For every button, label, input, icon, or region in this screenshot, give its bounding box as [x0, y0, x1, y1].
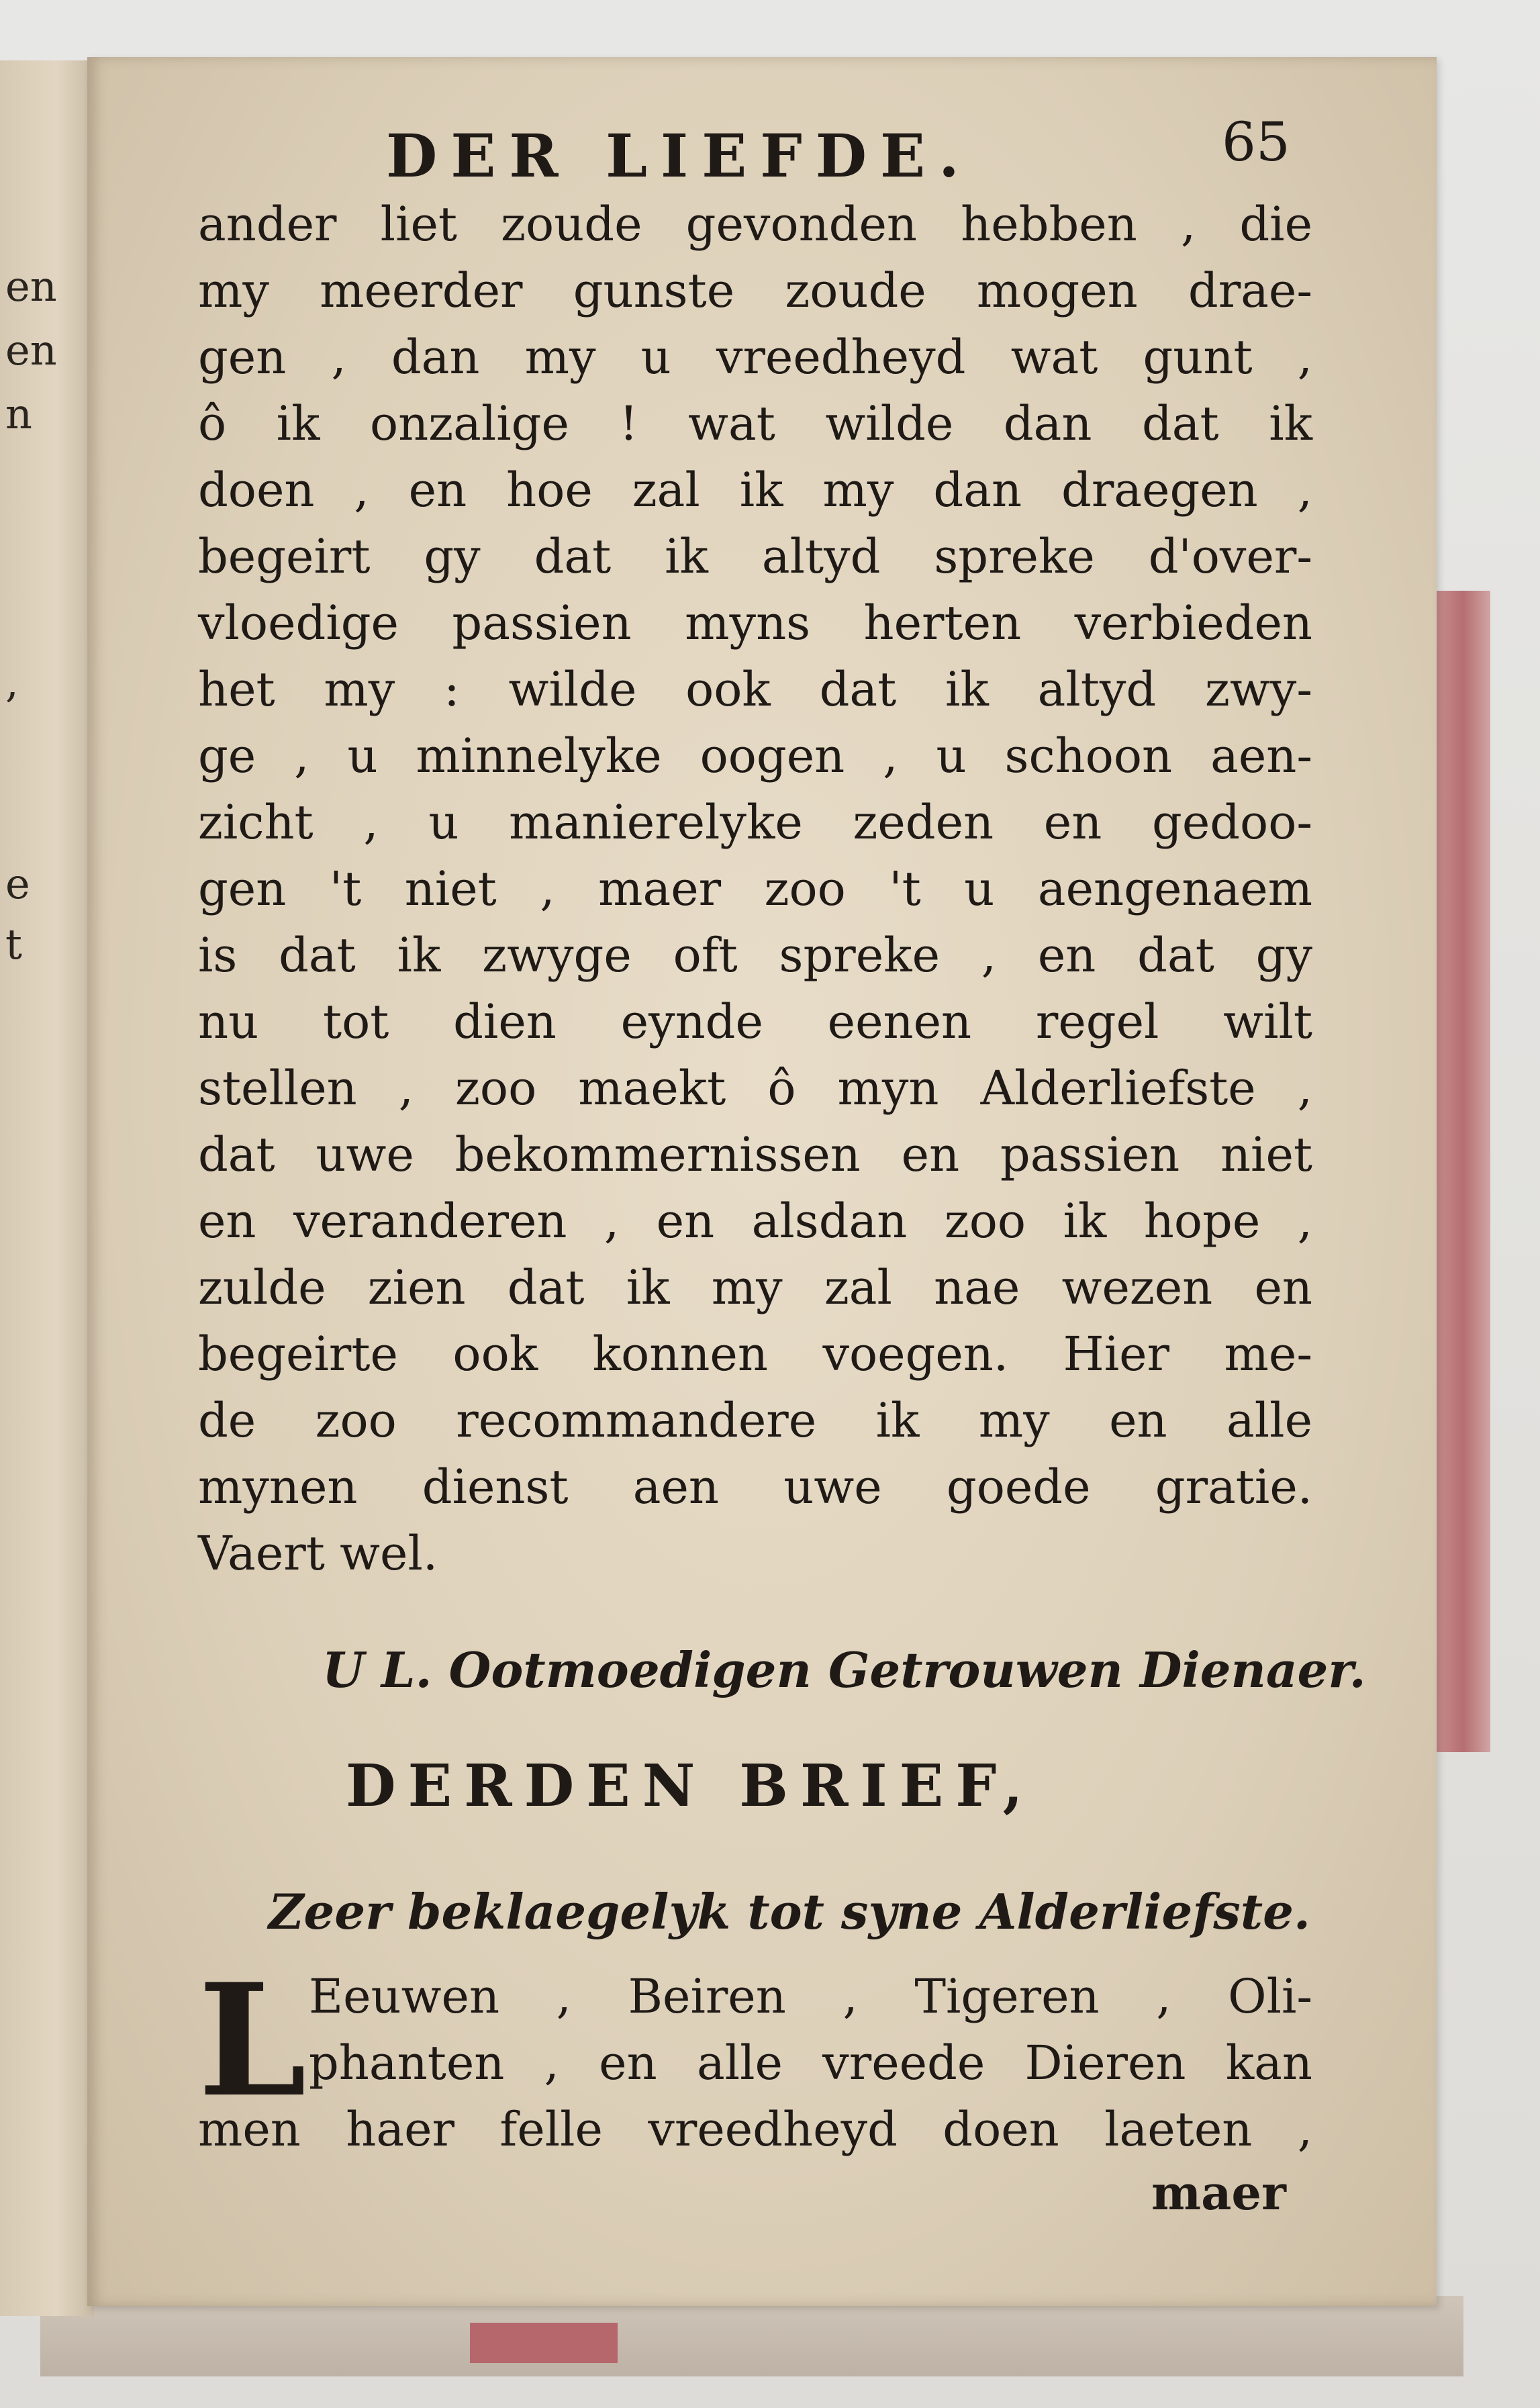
text-line: men haer felle vreedheyd doen laeten , [198, 2102, 1312, 2157]
text-line: Eeuwen , Beiren , Tigeren , Oli- [309, 1969, 1312, 2024]
text-line: doen , en hoe zal ik my dan draegen , [198, 463, 1312, 518]
text-line: Vaert wel. [198, 1526, 438, 1581]
book-edge [1437, 591, 1490, 1752]
letter-signature: U L. Ootmoedigen Getrouwen Dienaer. [322, 1641, 1366, 1698]
book-page [87, 57, 1437, 2306]
text-line: nu tot dien eynde eenen regel wilt [198, 994, 1312, 1049]
text-line: phanten , en alle vreede Dieren kan [309, 2035, 1312, 2090]
text-line: vloedige passien myns herten verbieden [198, 595, 1312, 651]
book-bottom-edge [40, 2296, 1463, 2376]
left-page-fragment: en [5, 262, 57, 311]
text-line: gen 't niet , maer zoo 't u aengenaem [198, 861, 1312, 916]
book-bottom-red-edge [470, 2323, 618, 2363]
catchword: maer [1151, 2165, 1286, 2221]
left-page-fragment: en [5, 326, 57, 375]
text-line: is dat ik zwyge oft spreke , en dat gy [198, 928, 1312, 983]
left-page-fragment: , [5, 658, 19, 707]
left-page-fragment: t [5, 920, 22, 969]
text-line: zulde zien dat ik my zal nae wezen en [198, 1260, 1312, 1315]
left-page-fragment: n [5, 389, 32, 438]
text-line: stellen , zoo maekt ô myn Alderliefste , [198, 1061, 1312, 1116]
text-line: dat uwe bekommernissen en passien niet [198, 1127, 1312, 1182]
text-line: my meerder gunste zoude mogen drae- [198, 263, 1312, 318]
left-page-fragment: e [5, 859, 30, 908]
text-line: het my : wilde ook dat ik altyd zwy- [198, 662, 1312, 717]
text-line: en veranderen , en alsdan zoo ik hope , [198, 1194, 1312, 1249]
text-line: de zoo recommandere ik my en alle [198, 1393, 1312, 1448]
letter-heading: DERDEN BRIEF, [346, 1752, 1035, 1820]
text-line: ander liet zoude gevonden hebben , die [198, 197, 1312, 252]
page-number: 65 [1222, 111, 1290, 173]
letter-body [198, 1950, 1312, 2163]
text-line: zicht , u manierelyke zeden en gedoo- [198, 795, 1312, 850]
text-line: begeirt gy dat ik altyd spreke d'over- [198, 529, 1312, 584]
text-line: ge , u minnelyke oogen , u schoon aen- [198, 728, 1312, 783]
text-line: begeirte ook konnen voegen. Hier me- [198, 1327, 1312, 1382]
text-line: gen , dan my u vreedheyd wat gunt , [198, 330, 1312, 385]
letter-subtitle: Zeer beklaegelyk tot syne Alderliefste. [269, 1883, 1310, 1940]
drop-cap: L [198, 1950, 307, 2131]
text-line: ô ik onzalige ! wat wilde dan dat ik [198, 396, 1312, 451]
text-line: mynen dienst aen uwe goede gratie. [198, 1459, 1312, 1514]
running-head: DER LIEFDE. [386, 121, 973, 191]
body-text [198, 191, 1312, 1587]
left-page [0, 60, 94, 2316]
